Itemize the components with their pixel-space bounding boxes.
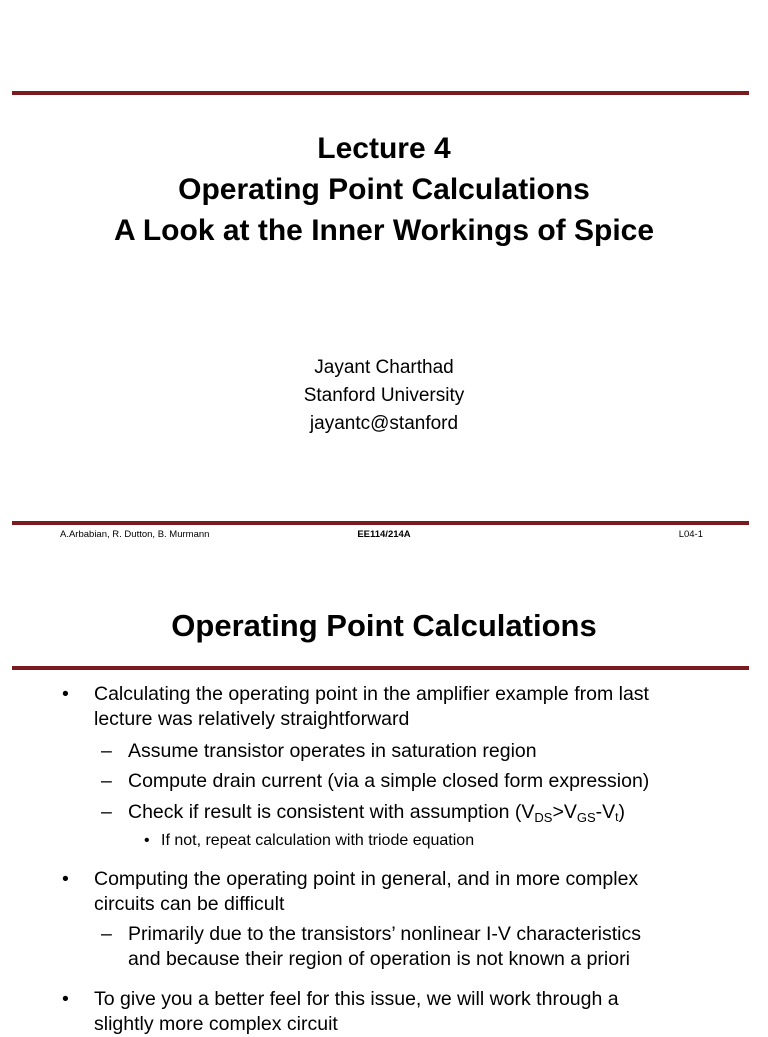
third-level-item [144,831,475,851]
footer-course: EE114/214A [357,529,411,540]
bullet-1 [62,682,649,732]
lecture-title-line-3: A Look at the Inner Workings of Spice [113,214,655,247]
sub-item-1 [101,739,537,764]
sub-item-2-text: Compute drain current (via a simple closed form expression) [128,770,650,792]
author-name: Jayant Charthad [314,357,454,378]
sub-item-4-line-1: Primarily due to the transistors’ nonlinear I-V characteristics [128,923,641,945]
subscript-ds: DS [534,810,553,825]
third-level-item-text: If not, repeat calculation with triode equation [161,832,475,849]
bullet-2-line-1: Computing the operating point in general, and in more complex [94,868,639,890]
top-rule [12,91,749,95]
lecture-title [0,128,768,251]
dash-marker: – [101,740,112,762]
title-rule [12,666,749,670]
bullet-3-line-1: To give you a better feel for this issue, we will work through a [94,988,619,1010]
bullet-marker: • [62,868,69,890]
bullet-1-line-2: lecture was relatively straightforward [94,708,410,730]
bullet-marker: • [62,988,69,1010]
dash-marker: – [101,801,112,823]
check-item-gt: >V [552,801,577,823]
lecture-title-line-2: Operating Point Calculations [178,173,590,206]
bullet-3-line-2: slightly more complex circuit [94,1013,338,1035]
author-email: jayantc@stanford [309,413,459,434]
author-block [0,354,768,438]
subscript-t: t [615,810,619,824]
sub-item-4-line-2: and because their region of operation is not known a priori [128,948,630,970]
sub-item-3 [101,800,626,825]
author-affiliation: Stanford University [303,385,465,406]
footer-rule [12,521,749,525]
check-item-minus: -V [595,801,616,823]
bullet-1-line-1: Calculating the operating point in the amplifier example from last [94,683,649,705]
footer-authors: A.Arbabian, R. Dutton, B. Murmann [60,529,210,540]
dash-marker: – [101,770,112,792]
sub-item-2 [101,769,650,794]
bullet-2 [62,867,639,917]
bullet-marker: • [62,683,69,705]
bullet-3 [62,987,619,1037]
sub-item-1-text: Assume transistor operates in saturation region [128,740,537,762]
bullet-2-line-2: circuits can be difficult [94,893,285,915]
check-item-prefix: Check if result is consistent with assumption (V [128,801,535,823]
small-bullet-marker: • [144,832,150,849]
slide-title: Operating Point Calculations [171,608,597,643]
check-item-suffix: ) [618,801,626,823]
footer-page-number: L04-1 [678,529,703,540]
dash-marker: – [101,923,112,945]
subscript-gs: GS [576,810,596,825]
sub-item-4 [101,922,641,972]
lecture-title-line-1: Lecture 4 [317,132,451,165]
